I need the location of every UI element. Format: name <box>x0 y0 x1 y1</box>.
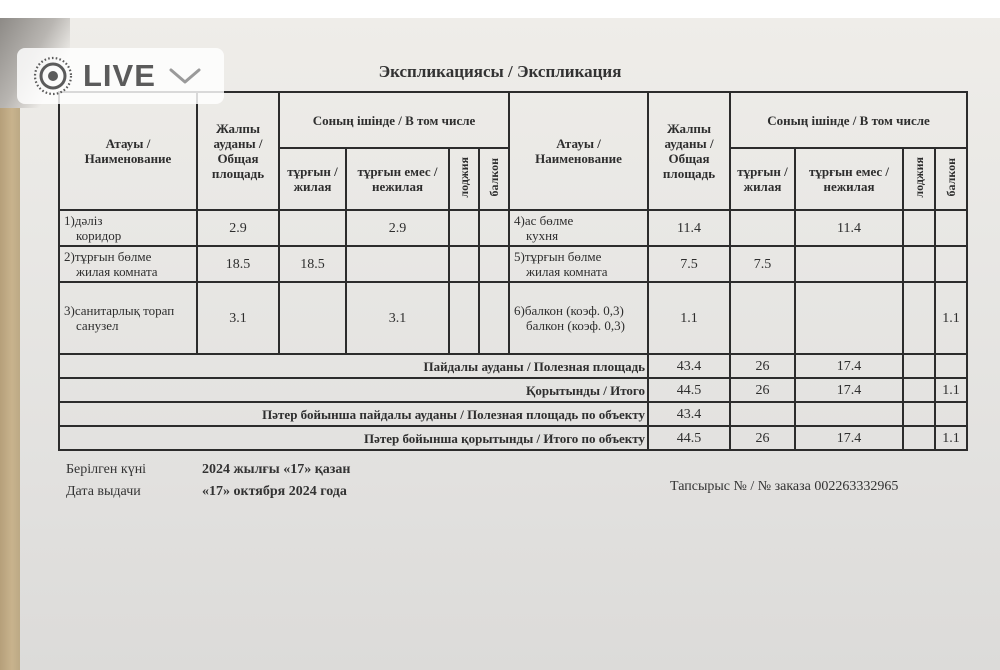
room-total: 18.5 <box>197 246 279 282</box>
header-living: тұрғын / жилая <box>730 148 795 210</box>
room-loggia <box>903 282 935 354</box>
summary-loggia <box>903 354 935 378</box>
summary-nonliving: 17.4 <box>795 426 903 450</box>
summary-total: 43.4 <box>648 354 730 378</box>
room-name: 4)ас бөлме кухня <box>509 210 648 246</box>
header-balcony: балкон <box>935 148 967 210</box>
issue-date-ru <box>66 484 347 500</box>
summary-row <box>59 354 967 378</box>
order-number <box>670 479 898 495</box>
summary-row <box>59 378 967 402</box>
header-balcony: балкон <box>479 148 509 210</box>
summary-loggia <box>903 402 935 426</box>
issue-date-ru-label: Дата выдачи <box>66 484 141 499</box>
header-loggia: лоджия <box>903 148 935 210</box>
room-name: 1)дәліз коридор <box>59 210 197 246</box>
room-loggia <box>449 210 479 246</box>
summary-living: 26 <box>730 354 795 378</box>
room-nonliving <box>346 246 449 282</box>
summary-living: 26 <box>730 378 795 402</box>
summary-living: 26 <box>730 426 795 450</box>
issue-date-ru-value: «17» октября 2024 года <box>202 484 347 499</box>
room-nonliving <box>795 282 903 354</box>
room-living <box>279 282 346 354</box>
room-living: 18.5 <box>279 246 346 282</box>
document-title: Экспликациясы / Экспликация <box>378 62 622 81</box>
summary-label: Пәтер бойынша қорытынды / Итого по объекту <box>59 426 648 450</box>
explication-table <box>58 91 968 451</box>
issue-date-kz-label: Берілген күні <box>66 462 147 477</box>
room-total: 11.4 <box>648 210 730 246</box>
room-balcony <box>479 210 509 246</box>
header-including: Соның ішінде / В том числе <box>279 92 509 148</box>
summary-nonliving <box>795 402 903 426</box>
header-total: Жалпы ауданы / Общая площадь <box>197 92 279 210</box>
summary-loggia <box>903 426 935 450</box>
order-label: Тапсырыс № / № заказа <box>670 479 811 494</box>
summary-balcony: 1.1 <box>935 378 967 402</box>
room-total: 3.1 <box>197 282 279 354</box>
summary-row <box>59 402 967 426</box>
header-name: Атауы / Наименование <box>59 92 197 210</box>
room-balcony <box>935 246 967 282</box>
summary-total: 43.4 <box>648 402 730 426</box>
room-loggia <box>903 210 935 246</box>
room-living <box>279 210 346 246</box>
room-name: 3)санитарлық торап санузел <box>59 282 197 354</box>
issue-date-kz <box>66 462 350 478</box>
room-total: 7.5 <box>648 246 730 282</box>
room-living <box>730 282 795 354</box>
room-total: 2.9 <box>197 210 279 246</box>
header-loggia: лоджия <box>449 148 479 210</box>
room-nonliving: 2.9 <box>346 210 449 246</box>
issue-date-kz-value: 2024 жылғы «17» қазан <box>202 462 351 477</box>
summary-label: Пәтер бойынша пайдалы ауданы / Полезная площадь по объекту <box>59 402 648 426</box>
summary-balcony: 1.1 <box>935 426 967 450</box>
live-photo-icon <box>33 56 73 96</box>
desk-surface <box>0 108 20 670</box>
room-loggia <box>903 246 935 282</box>
summary-balcony <box>935 354 967 378</box>
summary-living <box>730 402 795 426</box>
header-total: Жалпы ауданы / Общая площадь <box>648 92 730 210</box>
summary-nonliving: 17.4 <box>795 354 903 378</box>
table-row <box>59 282 967 354</box>
header-nonliving: тұрғын емес / нежилая <box>346 148 449 210</box>
order-value: 002263332965 <box>814 479 899 494</box>
room-loggia <box>449 282 479 354</box>
live-label: LIVE <box>83 58 156 93</box>
header-nonliving: тұрғын емес / нежилая <box>795 148 903 210</box>
room-nonliving: 11.4 <box>795 210 903 246</box>
summary-total: 44.5 <box>648 426 730 450</box>
summary-nonliving: 17.4 <box>795 378 903 402</box>
room-living: 7.5 <box>730 246 795 282</box>
summary-row <box>59 426 967 450</box>
header-name: Атауы / Наименование <box>509 92 648 210</box>
room-balcony: 1.1 <box>935 282 967 354</box>
table-row <box>59 210 967 246</box>
room-living <box>730 210 795 246</box>
room-nonliving: 3.1 <box>346 282 449 354</box>
room-name: 5)тұрғын бөлме жилая комната <box>509 246 648 282</box>
live-photo-toggle[interactable] <box>17 48 224 104</box>
room-name: 2)тұрғын бөлме жилая комната <box>59 246 197 282</box>
room-loggia <box>449 246 479 282</box>
summary-balcony <box>935 402 967 426</box>
summary-label: Қорытынды / Итого <box>59 378 648 402</box>
summary-total: 44.5 <box>648 378 730 402</box>
summary-loggia <box>903 378 935 402</box>
room-name: 6)балкон (коэф. 0,3) балкон (коэф. 0,3) <box>509 282 648 354</box>
room-balcony <box>935 210 967 246</box>
header-including: Соның ішінде / В том числе <box>730 92 967 148</box>
room-balcony <box>479 246 509 282</box>
room-total: 1.1 <box>648 282 730 354</box>
chevron-down-icon[interactable] <box>168 66 202 86</box>
room-balcony <box>479 282 509 354</box>
summary-label: Пайдалы ауданы / Полезная площадь <box>59 354 648 378</box>
header-living: тұрғын / жилая <box>279 148 346 210</box>
room-nonliving <box>795 246 903 282</box>
table-row <box>59 246 967 282</box>
